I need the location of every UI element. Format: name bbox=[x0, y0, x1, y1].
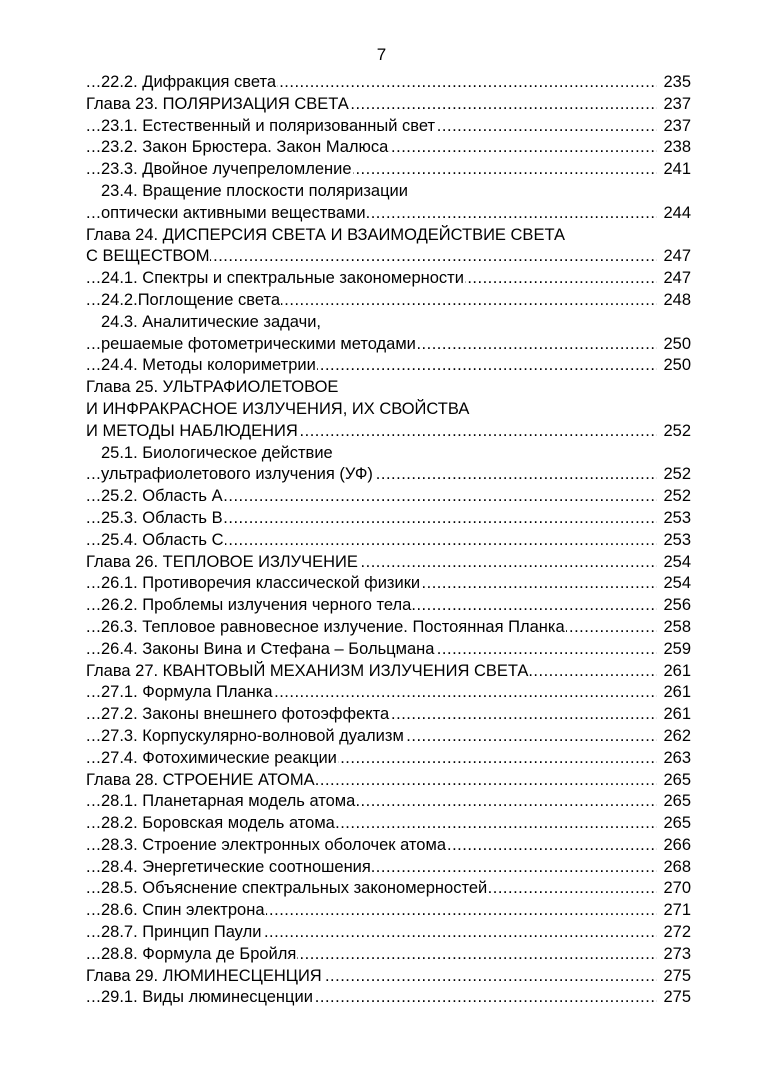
toc-section-entry bbox=[86, 791, 691, 813]
toc-entry-title: И МЕТОДЫ НАБЛЮДЕНИЯ bbox=[86, 421, 298, 440]
toc-entry-title: 26.2. Проблемы излучения черного тела bbox=[101, 596, 412, 615]
table-of-contents bbox=[86, 72, 691, 1009]
toc-entry-page-number: 241 bbox=[662, 159, 691, 181]
toc-entry-page-number: 275 bbox=[662, 966, 691, 988]
toc-section-entry bbox=[86, 726, 691, 748]
toc-entry-title: 24.2.Поглощение света bbox=[101, 290, 281, 309]
toc-entry-title: 28.6. Спин электрона bbox=[101, 901, 265, 920]
toc-entry-page-number: 238 bbox=[662, 137, 691, 159]
toc-chapter-entry bbox=[86, 377, 691, 399]
toc-entry-title: 25.1. Биологическое действие bbox=[101, 443, 333, 462]
toc-section-entry bbox=[86, 704, 691, 726]
toc-entry-title: ультрафиолетового излучения (УФ) bbox=[101, 465, 373, 484]
toc-entry-page-number: 259 bbox=[662, 639, 691, 661]
toc-section-entry bbox=[86, 987, 691, 1009]
toc-chapter-entry bbox=[86, 94, 691, 116]
toc-section-entry bbox=[86, 900, 691, 922]
toc-entry-title: Глава 27. КВАНТОВЫЙ МЕХАНИЗМ ИЗЛУЧЕНИЯ СВЕТА bbox=[86, 661, 529, 680]
toc-entry-title: 24.4. Методы колориметрии bbox=[101, 356, 316, 375]
toc-entry-page-number: 265 bbox=[662, 770, 691, 792]
toc-entry-page-number: 237 bbox=[662, 116, 691, 138]
toc-section-entry bbox=[86, 137, 691, 159]
toc-entry-page-number: 261 bbox=[662, 661, 691, 683]
toc-entry-page-number: 261 bbox=[662, 704, 691, 726]
toc-section-entry bbox=[86, 290, 691, 312]
toc-entry-title: 23.3. Двойное лучепреломление bbox=[101, 160, 352, 179]
toc-chapter-entry bbox=[86, 225, 691, 247]
toc-entry-page-number: 250 bbox=[662, 355, 691, 377]
toc-chapter-entry bbox=[86, 770, 691, 792]
toc-entry-title: 26.1. Противоречия классической физики bbox=[101, 574, 421, 593]
toc-chapter-entry bbox=[86, 966, 691, 988]
toc-entry-page-number: 253 bbox=[662, 508, 691, 530]
toc-entry-page-number: 265 bbox=[662, 791, 691, 813]
toc-entry-page-number: 270 bbox=[662, 878, 691, 900]
toc-chapter-entry bbox=[86, 246, 691, 268]
toc-entry-title: 28.4. Энергетические соотношения bbox=[101, 857, 371, 876]
toc-entry-title: 27.1. Формула Планка bbox=[101, 683, 273, 702]
toc-section-entry bbox=[86, 813, 691, 835]
toc-entry-title: 28.5. Объяснение спектральных закономерностей bbox=[101, 879, 488, 898]
toc-entry-title: 26.3. Тепловое равновесное излучение. Постоянная Планка bbox=[101, 617, 565, 636]
toc-entry-title: 27.3. Корпускулярно-волновой дуализм bbox=[101, 726, 404, 745]
toc-entry-title: 25.3. Область В bbox=[101, 508, 223, 527]
toc-entry-page-number: 252 bbox=[662, 464, 691, 486]
toc-section-entry bbox=[86, 355, 691, 377]
toc-entry-title: Глава 28. СТРОЕНИЕ АТОМА bbox=[86, 770, 315, 789]
toc-section-entry bbox=[86, 530, 691, 552]
toc-entry-page-number: 275 bbox=[662, 987, 691, 1009]
toc-section-entry bbox=[86, 268, 691, 290]
toc-entry-page-number: 247 bbox=[662, 268, 691, 290]
toc-section-entry bbox=[86, 878, 691, 900]
toc-chapter-entry bbox=[86, 421, 691, 443]
toc-entry-page-number: 258 bbox=[662, 617, 691, 639]
toc-chapter-entry bbox=[86, 399, 691, 421]
toc-chapter-entry bbox=[86, 552, 691, 574]
toc-entry-title: Глава 26. ТЕПЛОВОЕ ИЗЛУЧЕНИЕ bbox=[86, 552, 358, 571]
toc-entry-title: 24.1. Спектры и спектральные закономерности bbox=[101, 269, 464, 288]
toc-section-entry bbox=[86, 312, 691, 334]
toc-entry-title: Глава 24. ДИСПЕРСИЯ СВЕТА И ВЗАИМОДЕЙСТВИЕ СВЕТА bbox=[86, 225, 565, 244]
page-number: 7 bbox=[376, 45, 387, 64]
toc-entry-page-number: 237 bbox=[662, 94, 691, 116]
toc-section-entry bbox=[86, 159, 691, 181]
toc-entry-title: 28.1. Планетарная модель атома bbox=[101, 792, 356, 811]
toc-entry-page-number: 265 bbox=[662, 813, 691, 835]
toc-entry-page-number: 256 bbox=[662, 595, 691, 617]
toc-entry-page-number: 252 bbox=[662, 421, 691, 443]
toc-entry-page-number: 261 bbox=[662, 682, 691, 704]
toc-entry-title: 28.8. Формула де Бройля bbox=[101, 944, 297, 963]
toc-section-entry bbox=[86, 464, 691, 486]
toc-entry-title: 27.4. Фотохимические реакции bbox=[101, 748, 337, 767]
toc-entry-title: 26.4. Законы Вина и Стефана – Больцмана bbox=[101, 639, 435, 658]
toc-entry-title: 23.4. Вращение плоскости поляризации bbox=[101, 181, 408, 200]
toc-section-entry bbox=[86, 857, 691, 879]
toc-section-entry bbox=[86, 334, 691, 356]
toc-entry-title: Глава 29. ЛЮМИНЕСЦЕНЦИЯ bbox=[86, 966, 322, 985]
toc-entry-page-number: 253 bbox=[662, 530, 691, 552]
toc-entry-title: решаемые фотометрическими методами bbox=[101, 334, 416, 353]
toc-section-entry bbox=[86, 835, 691, 857]
toc-section-entry bbox=[86, 181, 691, 203]
toc-section-entry bbox=[86, 595, 691, 617]
toc-entry-title: 28.3. Строение электронных оболочек атома bbox=[101, 835, 446, 854]
toc-section-entry bbox=[86, 573, 691, 595]
toc-section-entry bbox=[86, 617, 691, 639]
toc-entry-title: 29.1. Виды люминесценции bbox=[101, 988, 313, 1007]
toc-entry-title: 24.3. Аналитические задачи, bbox=[101, 312, 321, 331]
toc-entry-title: 25.2. Область А bbox=[101, 487, 223, 506]
toc-section-entry bbox=[86, 443, 691, 465]
toc-section-entry bbox=[86, 116, 691, 138]
toc-entry-title: 25.4. Область С bbox=[101, 530, 224, 549]
toc-section-entry bbox=[86, 922, 691, 944]
toc-entry-page-number: 254 bbox=[662, 552, 691, 574]
toc-entry-title: Глава 25. УЛЬТРАФИОЛЕТОВОЕ bbox=[86, 378, 339, 397]
toc-entry-page-number: 272 bbox=[662, 922, 691, 944]
toc-entry-page-number: 273 bbox=[662, 944, 691, 966]
toc-entry-page-number: 262 bbox=[662, 726, 691, 748]
toc-section-entry bbox=[86, 203, 691, 225]
toc-entry-title: 23.2. Закон Брюстера. Закон Малюса bbox=[101, 138, 389, 157]
toc-entry-page-number: 235 bbox=[662, 72, 691, 94]
toc-entry-page-number: 266 bbox=[662, 835, 691, 857]
toc-entry-title: 23.1. Естественный и поляризованный свет bbox=[101, 116, 436, 135]
toc-entry-page-number: 254 bbox=[662, 573, 691, 595]
toc-section-entry bbox=[86, 486, 691, 508]
toc-entry-title: 27.2. Законы внешнего фотоэффекта bbox=[101, 705, 390, 724]
toc-entry-page-number: 268 bbox=[662, 857, 691, 879]
toc-section-entry bbox=[86, 508, 691, 530]
toc-entry-title: И ИНФРАКРАСНОЕ ИЗЛУЧЕНИЯ, ИХ СВОЙСТВА bbox=[86, 399, 470, 418]
toc-chapter-entry bbox=[86, 661, 691, 683]
toc-entry-title: оптически активными веществами bbox=[101, 203, 366, 222]
toc-section-entry bbox=[86, 944, 691, 966]
toc-section-entry bbox=[86, 72, 691, 94]
toc-entry-title: С ВЕЩЕСТВОМ bbox=[86, 247, 210, 266]
toc-entry-page-number: 252 bbox=[662, 486, 691, 508]
toc-section-entry bbox=[86, 682, 691, 704]
toc-section-entry bbox=[86, 639, 691, 661]
toc-entry-page-number: 247 bbox=[662, 246, 691, 268]
toc-entry-title: Глава 23. ПОЛЯРИЗАЦИЯ СВЕТА bbox=[86, 94, 349, 113]
toc-entry-page-number: 244 bbox=[662, 203, 691, 225]
toc-entry-title: 22.2. Дифракция света bbox=[101, 73, 277, 91]
toc-entry-page-number: 271 bbox=[662, 900, 691, 922]
toc-entry-title: 28.2. Боровская модель атома bbox=[101, 814, 335, 833]
toc-entry-page-number: 263 bbox=[662, 748, 691, 770]
toc-entry-page-number: 248 bbox=[662, 290, 691, 312]
toc-entry-title: 28.7. Принцип Паули bbox=[101, 923, 262, 942]
toc-section-entry bbox=[86, 748, 691, 770]
toc-entry-page-number: 250 bbox=[662, 334, 691, 356]
